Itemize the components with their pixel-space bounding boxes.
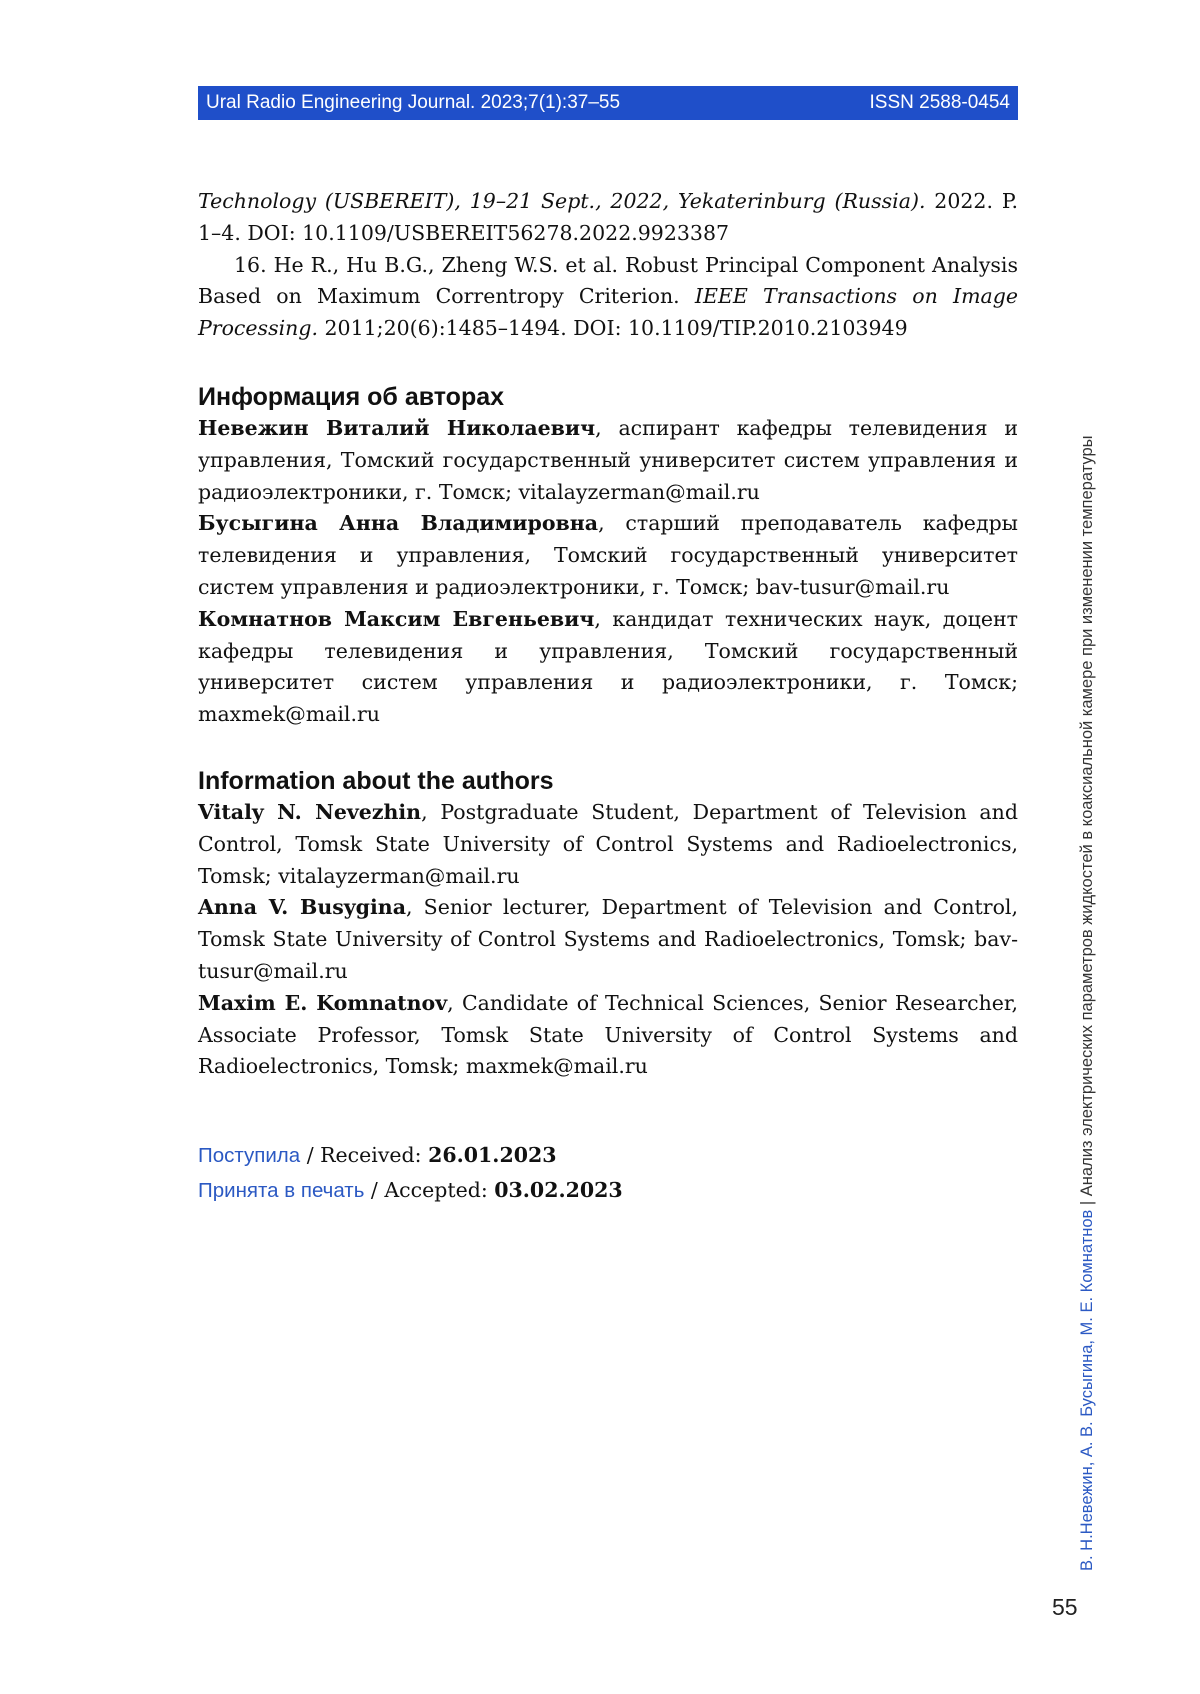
author-name: Комнатнов Максим Евгеньевич xyxy=(198,607,594,631)
author-ru-2 xyxy=(198,508,1018,603)
sidebar-separator: | xyxy=(1078,1196,1096,1209)
author-affiliation: , старший преподаватель кафедры телевидения и управления, Томский государственный университет систем управления и радиоэлектроники, г. Томск; bav-tusur@mail.ru xyxy=(198,511,1018,599)
accepted-date: 03.02.2023 xyxy=(494,1178,622,1202)
accepted-label-ru: Принята в печать xyxy=(198,1179,364,1202)
author-name: Maxim E. Komnatnov xyxy=(198,991,447,1015)
received-label-en: / Received: xyxy=(300,1143,428,1167)
ref16-journal: IEEE Transactions on Image Processing. xyxy=(198,284,1018,340)
author-affiliation: , Senior lecturer, Department of Television and Control, Tomsk State University of Control Systems and Radioelectronics, Tomsk; bav-tusur@mail.ru xyxy=(198,895,1018,983)
received-date: 26.01.2023 xyxy=(428,1143,556,1167)
author-ru-3 xyxy=(198,604,1018,731)
author-affiliation: , Candidate of Technical Sciences, Senior Researcher, Associate Professor, Tomsk State University of Control Systems and Radioelectronics, Tomsk; maxmek@mail.ru xyxy=(198,991,1018,1079)
sidebar-authors: В. Н.Невежин, А. В. Бусыгина, М. Е. Комнатнов xyxy=(1078,1210,1096,1571)
author-affiliation: , Postgraduate Student, Department of Television and Control, Tomsk State University of Control Systems and Radioelectronics, Tomsk; vitalayzerman@mail.ru xyxy=(198,800,1018,888)
author-en-2 xyxy=(198,892,1018,987)
reference-15-continuation xyxy=(198,186,1018,250)
author-affiliation: , кандидат технических наук, доцент кафедры телевидения и управления, Томский государственный университет систем управления и радиоэлектроники, г. Томск; maxmek@mail.ru xyxy=(198,607,1018,726)
accepted-row xyxy=(198,1173,1018,1208)
received-label-ru: Поступила xyxy=(198,1144,300,1167)
ref16-authors-title: 16. He R., Hu B.G., Zheng W.S. et al. Robust Principal Component Analysis Based on Maximum Correntropy Criterion. xyxy=(198,253,1018,309)
publication-dates xyxy=(198,1138,1018,1208)
author-affiliation: , аспирант кафедры телевидения и управления, Томский государственный университет систем управления и радиоэлектроники, г. Томск; vitalayzerman@mail.ru xyxy=(198,416,1018,504)
author-name: Невежин Виталий Николаевич xyxy=(198,416,595,440)
ref15-venue: Technology (USBEREIT), 19–21 Sept., 2022, Yekaterinburg (Russia). xyxy=(198,189,925,213)
accepted-label-en: / Accepted: xyxy=(364,1178,494,1202)
author-en-1 xyxy=(198,797,1018,892)
running-sidebar xyxy=(1078,381,1097,1571)
authors-ru-heading: Информация об авторах xyxy=(198,381,1018,413)
journal-header-bar xyxy=(198,86,1018,120)
sidebar-article-title: Анализ электрических параметров жидкостей в коаксиальной камере при изменении температуры xyxy=(1078,436,1096,1197)
issn: ISSN 2588-0454 xyxy=(870,92,1011,114)
author-name: Бусыгина Анна Владимировна xyxy=(198,511,598,535)
journal-citation: Ural Radio Engineering Journal. 2023;7(1):37–55 xyxy=(206,92,620,114)
author-name: Anna V. Busygina xyxy=(198,895,406,919)
received-row xyxy=(198,1138,1018,1173)
ref15-doi: 2022. P. 1–4. DOI: 10.1109/USBEREIT56278.2022.9923387 xyxy=(198,189,1018,245)
authors-en-heading: Information about the authors xyxy=(198,765,1018,797)
ref16-doi: 2011;20(6):1485–1494. DOI: 10.1109/TIP.2010.2103949 xyxy=(318,316,908,340)
page-content xyxy=(198,186,1018,1208)
author-en-3 xyxy=(198,988,1018,1083)
author-ru-1 xyxy=(198,413,1018,508)
reference-16 xyxy=(198,250,1018,345)
page-number: 55 xyxy=(1052,1594,1078,1621)
author-name: Vitaly N. Nevezhin xyxy=(198,800,421,824)
